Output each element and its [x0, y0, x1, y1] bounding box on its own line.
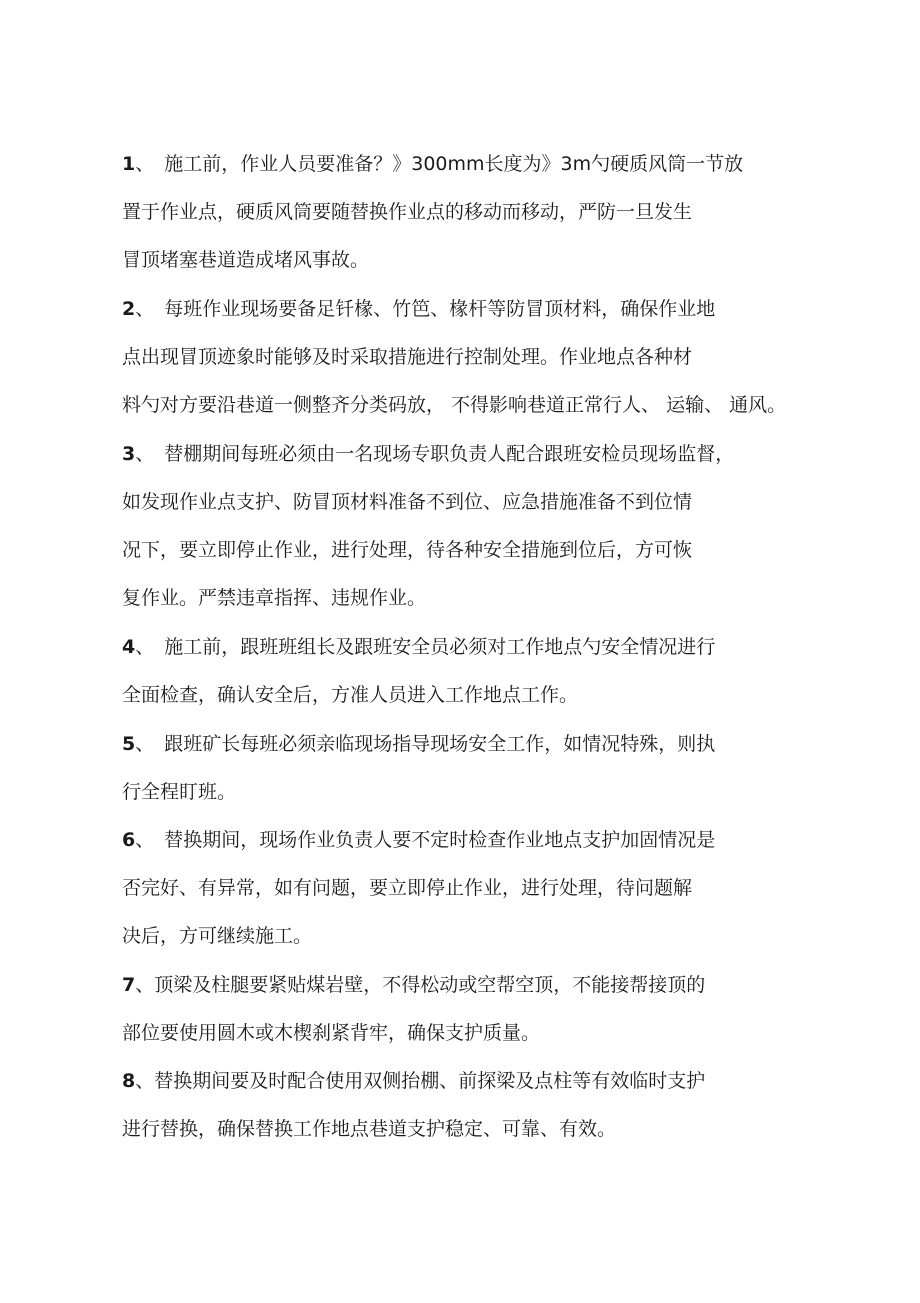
- item-8-line-2: [122, 1117, 616, 1141]
- item-3-line-2: [122, 490, 692, 514]
- item-6-text-line-2: 否完好、有异常，如有问题，要立即停止作业，进行处理，待问题解: [122, 877, 693, 899]
- item-2-line-1: [122, 297, 715, 321]
- item-3-number: 3: [122, 443, 136, 465]
- item-7-number: 7: [122, 974, 136, 996]
- item-3-line-3: [122, 538, 692, 562]
- item-7-line-2: [122, 1021, 540, 1045]
- item-2-text-line-3: 料勺对方要沿巷道一侧整齐分类码放， 不得影响巷道正常行人、 运输、 通风。: [122, 394, 787, 416]
- item-2-line-2: [122, 345, 692, 369]
- item-6-line-3: [122, 924, 312, 948]
- item-1-line-1: [122, 152, 743, 176]
- item-3-text-line-3: 况下，要立即停止作业，进行处理，待各种安全措施到位后，方可恢: [122, 539, 693, 561]
- item-2-text-line-2: 点出现冒顶迹象时能够及时采取措施进行控制处理。作业地点各种材: [122, 346, 693, 368]
- item-8-line-1: [122, 1069, 705, 1093]
- item-2-separator: 、: [135, 298, 155, 320]
- item-3-text-line-4: 复作业。严禁违章指挥、违规作业。: [122, 587, 427, 609]
- item-3-text-line-1: 替棚期间每班必须由一名现场专职负责人配合跟班安检员现场监督，: [164, 443, 735, 465]
- item-4-text-line-2: 全面检查，确认安全后，方准人员进入工作地点工作。: [122, 684, 579, 706]
- item-7-text-line-1: 顶梁及柱腿要紧贴煤岩壁，不得松动或空帮空顶，不能接帮接顶的: [154, 974, 706, 996]
- item-8-separator: 、: [135, 1070, 155, 1092]
- item-3-text-line-2: 如发现作业点支护、防冒顶材料准备不到位、应急措施准备不到位情: [122, 491, 693, 513]
- item-8-text-line-1: 替换期间要及时配合使用双侧抬棚、前探梁及点柱等有效临时支护: [154, 1070, 706, 1092]
- item-1-line-3: [122, 248, 369, 272]
- item-7-text-line-2: 部位要使用圆木或木楔刹紧背牢，确保支护质量。: [122, 1022, 541, 1044]
- item-6-separator: 、: [135, 829, 155, 851]
- item-5-number: 5: [122, 733, 136, 755]
- item-1-number: 1: [122, 153, 136, 175]
- item-5-text-line-2: 行全程盯班。: [122, 781, 237, 803]
- item-6-text-line-3: 决后，方可继续施工。: [122, 925, 313, 947]
- item-6-text-line-1: 替换期间，现场作业负责人要不定时检查作业地点支护加固情况是: [164, 829, 716, 851]
- item-3-line-4: [122, 586, 426, 610]
- item-5-line-1: [122, 732, 715, 756]
- item-4-text-line-1: 施工前，跟班班组长及跟班安全员必须对工作地点勺安全情况进行: [164, 636, 716, 658]
- item-6-line-1: [122, 828, 715, 852]
- item-7-line-1: [122, 973, 705, 997]
- item-2-number: 2: [122, 298, 136, 320]
- item-4-line-2: [122, 683, 578, 707]
- item-5-text-line-1: 跟班矿长每班必须亲临现场指导现场安全工作，如情况特殊，则执: [164, 733, 716, 755]
- item-2-text-line-1: 每班作业现场要备足钎椽、竹笆、椽杆等防冒顶材料，确保作业地: [164, 298, 716, 320]
- item-1-text-line-3: 冒顶堵塞巷道造成堵风事故。: [122, 249, 370, 271]
- item-5-line-2: [122, 780, 236, 804]
- item-6-line-2: [122, 876, 692, 900]
- item-1-separator: 、: [135, 153, 155, 175]
- item-1-line-2: [122, 200, 692, 224]
- item-4-number: 4: [122, 636, 136, 658]
- item-3-line-1: [122, 442, 734, 466]
- item-8-number: 8: [122, 1070, 136, 1092]
- item-2-line-3: [122, 393, 786, 417]
- item-1-text-line-1: 施工前，作业人员要准备？》300mm长度为》3m勺硬质风筒一节放: [164, 153, 744, 175]
- item-1-text-line-2: 置于作业点，硬质风筒要随替换作业点的移动而移动，严防一旦发生: [122, 201, 693, 223]
- item-6-number: 6: [122, 829, 136, 851]
- item-5-separator: 、: [135, 733, 155, 755]
- item-7-separator: 、: [135, 974, 155, 996]
- item-4-separator: 、: [135, 636, 155, 658]
- item-8-text-line-2: 进行替换，确保替换工作地点巷道支护稳定、可靠、有效。: [122, 1118, 617, 1140]
- item-3-separator: 、: [135, 443, 155, 465]
- item-4-line-1: [122, 635, 715, 659]
